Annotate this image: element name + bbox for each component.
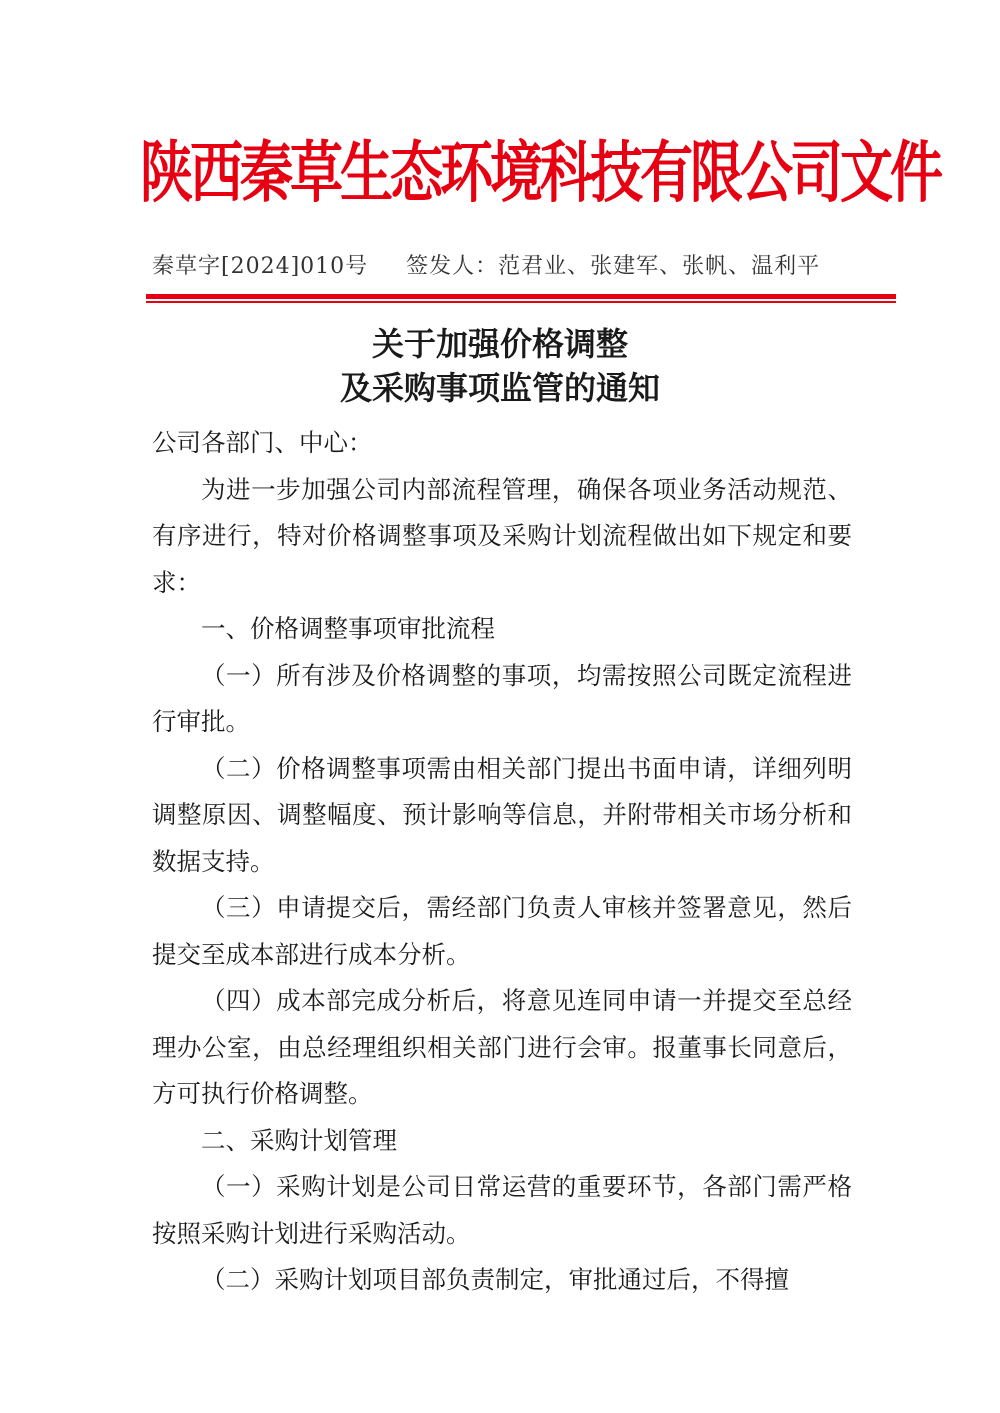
notice-body	[152, 420, 852, 1304]
intro-paragraph: 为进一步加强公司内部流程管理，确保各项业务活动规范、有序进行，特对价格调整事项及采购计划流程做出如下规定和要求：	[152, 474, 852, 597]
doc-meta-line	[152, 250, 896, 284]
clause-1-2: （二）价格调整事项需由相关部门提出书面申请，详细列明调整原因、调整幅度、预计影响等信息，并附带相关市场分析和数据支持。	[152, 753, 852, 876]
clause-1-4: （四）成本部完成分析后，将意见连同申请一并提交至总经理办公室，由总经理组织相关部门进行会审。报董事长同意后，方可执行价格调整。	[152, 986, 852, 1108]
org-header-title: 陕西秦草生态环境科技有限公司文件	[140, 135, 940, 212]
clause-2-1: （一）采购计划是公司日常运营的重要环节，各部门需严格按照采购计划进行采购活动。	[152, 1172, 852, 1248]
clause-1-3: （三）申请提交后，需经部门负责人审核并签署意见，然后提交至成本部进行成本分析。	[152, 893, 852, 969]
section-heading-2: 二、采购计划管理	[201, 1125, 397, 1155]
notice-title	[150, 322, 850, 410]
issuers: 签发人：范君业、张建军、张帆、温利平	[406, 254, 821, 279]
clause-1-1: （一）所有涉及价格调整的事项，均需按照公司既定流程进行审批。	[152, 660, 852, 736]
doc-number: 秦草字[2024]010号	[152, 254, 369, 279]
clause-2-2: （二）采购计划项目部负责制定，审批通过后，不得擅	[201, 1265, 789, 1294]
red-divider-thin	[146, 301, 896, 303]
salutation: 公司各部门、中心：	[152, 428, 373, 457]
section-heading-1: 一、价格调整事项审批流程	[201, 614, 495, 643]
notice-title-line-2: 及采购事项监管的通知	[339, 369, 660, 407]
notice-title-line-1: 关于加强价格调整	[371, 325, 628, 363]
red-divider-thick	[146, 294, 896, 299]
